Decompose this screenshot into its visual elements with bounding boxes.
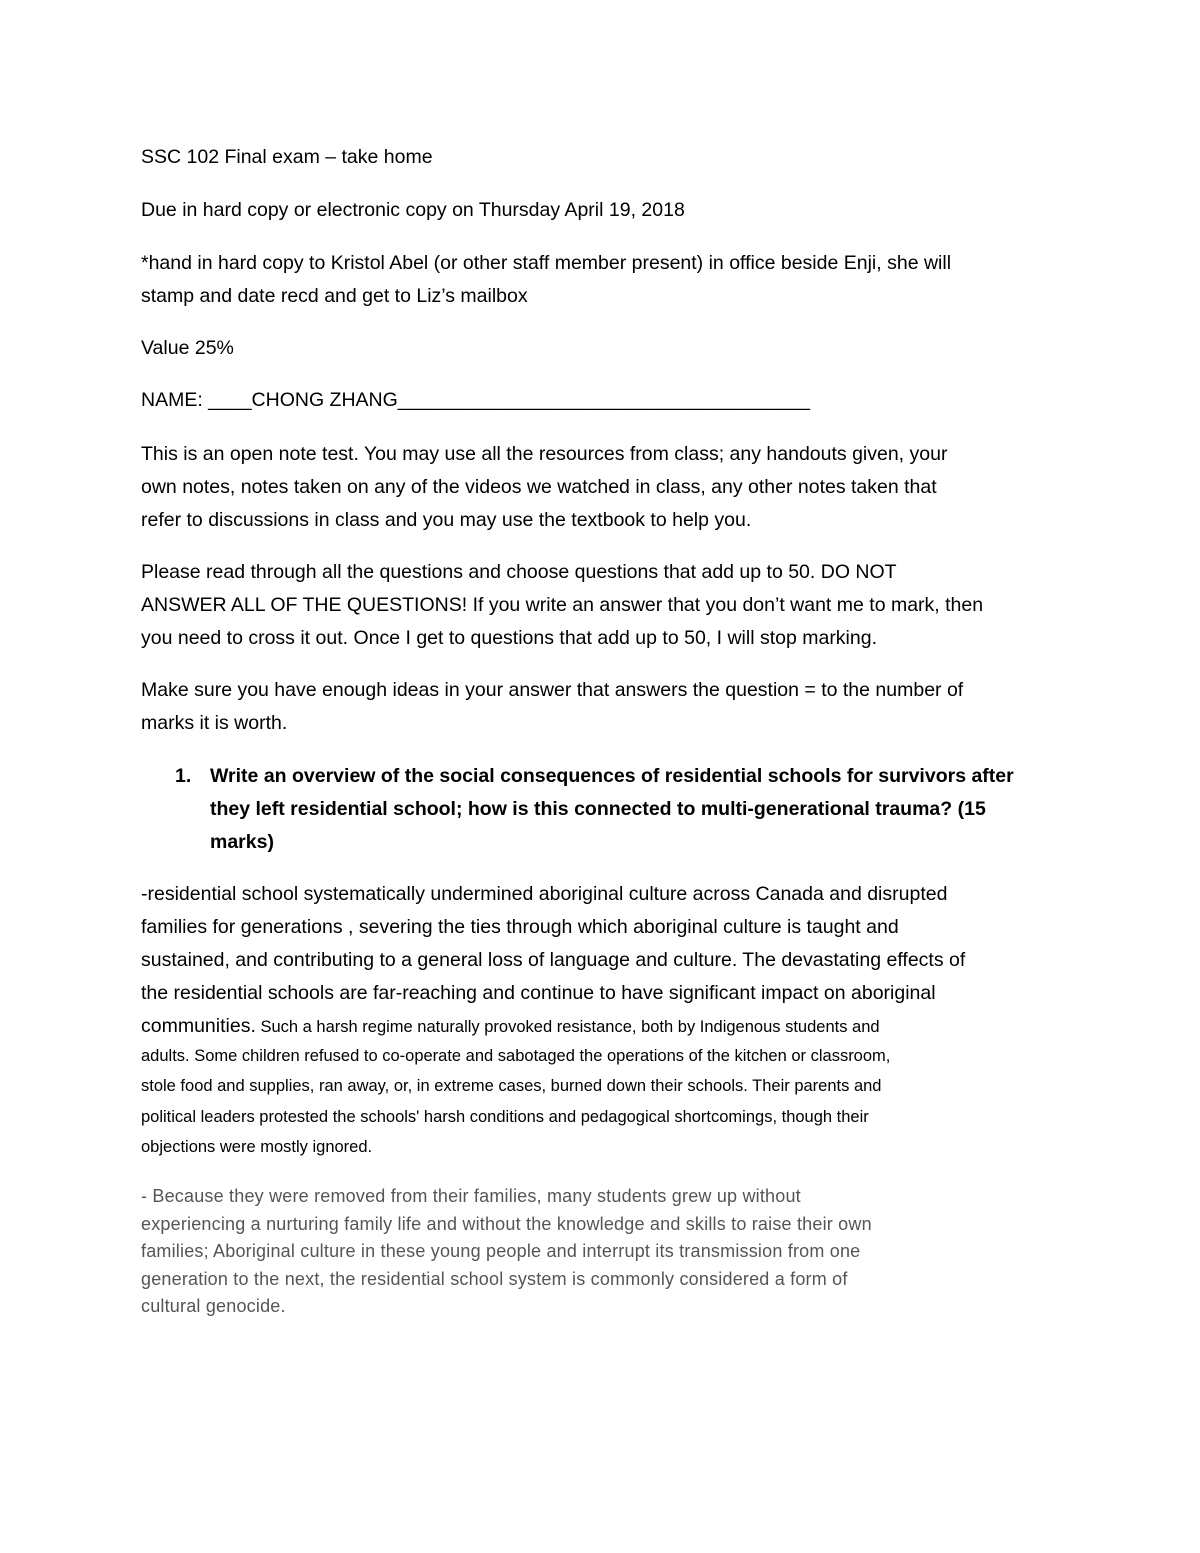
value-line: Value 25% (141, 337, 234, 359)
hand-in-line-2: stamp and date recd and get to Liz’s mailbox (141, 285, 528, 307)
open-note-line-3: refer to discussions in class and you may use the textbook to help you. (141, 509, 752, 531)
marks-note-line-1: Make sure you have enough ideas in your answer that answers the question = to the number of (141, 679, 964, 701)
answer-line: the residential schools are far-reaching and continue to have significant impact on aboriginal (141, 982, 936, 1004)
answer-mixed-large-text: communities. (141, 1015, 256, 1037)
answer-2-line: - Because they were removed from their families, many students grew up without (141, 1186, 801, 1206)
answer-line: -residential school systematically undermined aboriginal culture across Canada and disrupted (141, 883, 948, 905)
open-note-line-2: own notes, notes taken on any of the videos we watched in class, any other notes taken that (141, 476, 937, 498)
instructions-line-2: ANSWER ALL OF THE QUESTIONS! If you write an answer that you don’t want me to mark, then (141, 594, 984, 616)
marks-note-line-2: marks it is worth. (141, 712, 288, 734)
question-1-number: 1. (175, 765, 192, 787)
instructions-line-3: you need to cross it out. Once I get to questions that add up to 50, I will stop marking. (141, 627, 878, 649)
answer-2-line: experiencing a nurturing family life and without the knowledge and skills to raise their own (141, 1214, 872, 1234)
answer-line: adults. Some children refused to co-operate and sabotaged the operations of the kitchen or classroom, (141, 1047, 891, 1065)
open-note-line-1: This is an open note test. You may use all the resources from class; any handouts given, your (141, 443, 948, 465)
answer-line: families for generations , severing the ties through which aboriginal culture is taught and (141, 916, 899, 938)
answer-2-line: families; Aboriginal culture in these young people and interrupt its transmission from one (141, 1241, 861, 1261)
exam-title: SSC 102 Final exam – take home (141, 146, 433, 168)
answer-line: objections were mostly ignored. (141, 1138, 373, 1156)
answer-line: political leaders protested the schools' harsh conditions and pedagogical shortcomings, though their (141, 1108, 869, 1126)
student-name-line: NAME: ____CHONG ZHANG______________________________________ (141, 389, 810, 411)
answer-mixed-small-text: Such a harsh regime naturally provoked resistance, both by Indigenous students and (255, 1018, 880, 1036)
question-1-line-1: Write an overview of the social consequences of residential schools for survivors after (210, 765, 1014, 787)
answer-2-line: cultural genocide. (141, 1296, 286, 1316)
due-date-line: Due in hard copy or electronic copy on Thursday April 19, 2018 (141, 199, 685, 221)
answer-2-line: generation to the next, the residential school system is commonly considered a form of (141, 1269, 848, 1289)
instructions-line-1: Please read through all the questions and choose questions that add up to 50. DO NOT (141, 561, 897, 583)
hand-in-line-1: *hand in hard copy to Kristol Abel (or other staff member present) in office beside Enji, she will (141, 252, 952, 274)
question-1-line-2: they left residential school; how is this connected to multi-generational trauma? (15 (210, 798, 986, 820)
answer-line: stole food and supplies, ran away, or, in extreme cases, burned down their schools. Their parents and (141, 1077, 882, 1095)
answer-line: sustained, and contributing to a general loss of language and culture. The devastating effects of (141, 949, 966, 971)
answer-mixed-line (141, 1014, 880, 1038)
question-1-line-3: marks) (210, 831, 274, 853)
